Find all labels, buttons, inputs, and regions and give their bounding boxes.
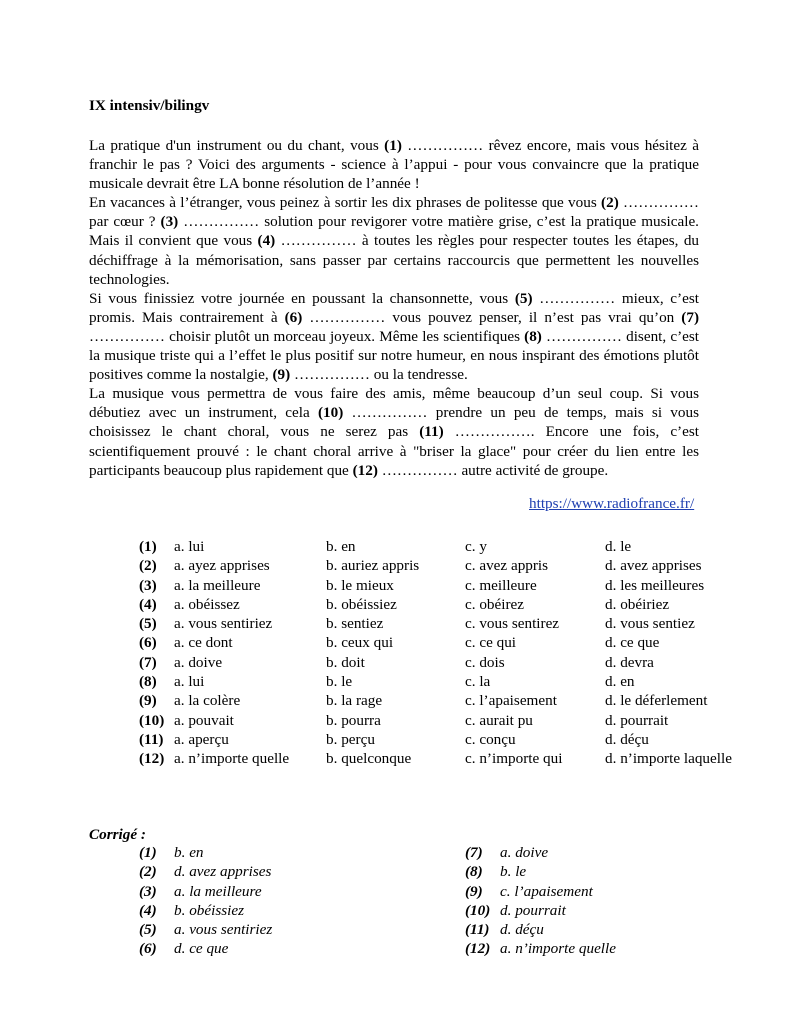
option-a: a. aperçu bbox=[174, 730, 229, 748]
option-b: b. le bbox=[326, 673, 353, 691]
blank-number: (3) bbox=[160, 213, 179, 231]
blank-number: (9) bbox=[272, 366, 291, 384]
option-a: a. pouvait bbox=[174, 711, 234, 729]
option-c: c. vous sentirez bbox=[465, 615, 560, 633]
question-number: (6) bbox=[139, 634, 157, 652]
option-d: d. déçu bbox=[605, 730, 649, 748]
text-run: …………… rêvez encore, mais vous hésitez à franchir le pas ? Voici des arguments - science à l’appui - pour vous convaincre que la pratique musicale devrait être LA bonne résolution de l’année ! bbox=[89, 137, 700, 193]
corrige-number: (6) bbox=[139, 940, 157, 958]
paragraph bbox=[89, 136, 699, 193]
text-run: …………… à toutes les règles pour respecter toutes les étapes, du déchiffrage à la mémorisation, sans passer par certains raccourcis que permettent les nouvelles technologies. bbox=[89, 232, 700, 288]
question-number: (5) bbox=[139, 615, 157, 633]
option-d: d. le déferlement bbox=[605, 692, 708, 710]
option-c: c. meilleure bbox=[465, 576, 537, 594]
text-run: Si vous finissiez votre journée en poussant la chansonnette, vous bbox=[89, 289, 515, 307]
paragraph bbox=[89, 193, 699, 288]
corrige-answer: a. doive bbox=[500, 844, 549, 861]
option-c: c. aurait pu bbox=[465, 711, 533, 729]
text-run: …………… prendre un peu de temps, mais si vous choisissez le chant choral, vous ne serez pas bbox=[89, 404, 699, 441]
question-number: (7) bbox=[139, 653, 157, 671]
document-title: IX intensiv/bilingv bbox=[89, 97, 210, 114]
corrige-title: Corrigé : bbox=[89, 826, 146, 843]
option-d: d. obéiriez bbox=[605, 595, 670, 613]
text-run: …………… solution pour revigorer votre matière grise, c’est la pratique musicale. Mais il convient que vous bbox=[89, 213, 699, 250]
option-b: b. doit bbox=[326, 653, 365, 671]
text-run: …………… mieux, c’est promis. Mais contrairement à bbox=[89, 289, 699, 326]
option-c: c. l’apaisement bbox=[465, 692, 557, 710]
option-b: b. en bbox=[326, 538, 356, 555]
option-d: d. vous sentiez bbox=[605, 615, 695, 633]
corrige-answer: a. la meilleure bbox=[174, 882, 262, 900]
corrige-number: (8) bbox=[465, 863, 483, 881]
text-run: En vacances à l’étranger, vous peinez à sortir les dix phrases de politesse que vous bbox=[89, 194, 602, 212]
source-link[interactable]: https://www.radiofrance.fr/ bbox=[529, 495, 695, 512]
paragraph bbox=[89, 384, 699, 479]
blank-number: (8) bbox=[524, 327, 542, 345]
option-a: a. lui bbox=[174, 673, 205, 691]
option-b: b. sentiez bbox=[326, 615, 384, 633]
question-number: (12) bbox=[139, 750, 165, 768]
option-d: d. n’importe laquelle bbox=[605, 750, 732, 768]
option-c: c. dois bbox=[465, 653, 505, 671]
text-run: …………… autre activité de groupe. bbox=[377, 461, 609, 479]
corrige-answer: d. déçu bbox=[500, 921, 544, 939]
question-number: (2) bbox=[139, 557, 157, 575]
corrige-answer: d. ce que bbox=[174, 940, 229, 958]
question-number: (3) bbox=[139, 576, 157, 594]
option-b: b. perçu bbox=[326, 730, 375, 748]
corrige-number: (3) bbox=[139, 882, 157, 900]
text-run: …………… par cœur ? bbox=[89, 194, 699, 231]
corrige-answer: a. n’importe quelle bbox=[500, 940, 616, 958]
option-c: c. obéirez bbox=[465, 595, 525, 613]
option-c: c. ce qui bbox=[465, 634, 517, 652]
blank-number: (4) bbox=[257, 232, 276, 250]
blank-number: (12) bbox=[352, 461, 378, 479]
corrige-number: (12) bbox=[465, 940, 491, 958]
corrige-answer: b. en bbox=[174, 844, 204, 861]
corrige-number: (2) bbox=[139, 863, 157, 881]
option-d: d. les meilleures bbox=[605, 576, 705, 594]
corrige-answer: c. l’apaisement bbox=[500, 882, 593, 900]
option-c: c. la bbox=[465, 673, 491, 691]
blank-number: (10) bbox=[317, 404, 344, 422]
corrige-number: (4) bbox=[139, 901, 157, 919]
question-number: (8) bbox=[139, 673, 157, 691]
corrige-answer: d. pourrait bbox=[500, 901, 566, 919]
corrige-answer: d. avez apprises bbox=[174, 863, 272, 881]
option-d: d. ce que bbox=[605, 634, 660, 652]
option-c: c. n’importe qui bbox=[465, 750, 563, 768]
question-number: (11) bbox=[139, 730, 164, 748]
option-c: c. avez appris bbox=[465, 557, 549, 575]
blank-number: (6) bbox=[284, 308, 303, 326]
option-b: b. le mieux bbox=[326, 576, 394, 594]
option-a: a. doive bbox=[174, 653, 223, 671]
option-a: a. n’importe quelle bbox=[174, 750, 290, 768]
option-b: b. pourra bbox=[326, 711, 381, 729]
option-b: b. ceux qui bbox=[326, 634, 394, 652]
corrige-number: (5) bbox=[139, 921, 157, 939]
question-number: (1) bbox=[139, 538, 157, 555]
corrige-answer: a. vous sentiriez bbox=[174, 921, 273, 939]
corrige-number: (1) bbox=[139, 844, 157, 861]
option-b: b. obéissiez bbox=[326, 595, 397, 613]
text-run: La pratique d'un instrument ou du chant, vous bbox=[89, 137, 385, 154]
option-a: a. vous sentiriez bbox=[174, 615, 273, 633]
option-a: a. la colère bbox=[174, 692, 241, 710]
exercise-text bbox=[89, 136, 699, 480]
blank-number: (1) bbox=[384, 137, 402, 154]
text-run: …………… vous pouvez penser, il n’est pas vrai qu’on bbox=[302, 308, 682, 326]
corrige-number: (9) bbox=[465, 882, 483, 900]
option-a: a. lui bbox=[174, 538, 205, 555]
paragraph bbox=[89, 289, 699, 384]
option-c: c. conçu bbox=[465, 730, 516, 748]
text-run: ……………. Encore une fois, c’est scientifiquement prouvé : le chant choral arrive à "briser la glace" pour créer du lien entre les participants beaucoup plus rapidement que bbox=[89, 423, 699, 479]
text-run: …………… ou la tendresse. bbox=[290, 366, 468, 384]
option-b: b. auriez appris bbox=[326, 557, 420, 575]
option-d: d. en bbox=[605, 673, 635, 691]
blank-number: (7) bbox=[681, 308, 700, 326]
text-run: La musique vous permettra de vous faire des amis, même beaucoup d’un seul coup. Si vous débutiez avec un instrument, cela bbox=[89, 385, 699, 422]
option-d: d. le bbox=[605, 538, 632, 555]
corrige-answer: b. obéissiez bbox=[174, 901, 245, 919]
text-run: …………… disent, c’est la musique triste qui a l’effet le plus positif sur notre humeur, en nous inspirant des émotions plutôt positives comme la nostalgie, bbox=[89, 327, 700, 384]
corrige-number: (10) bbox=[465, 901, 491, 919]
question-number: (9) bbox=[139, 692, 157, 710]
option-a: a. la meilleure bbox=[174, 576, 261, 594]
option-d: d. pourrait bbox=[605, 711, 669, 729]
option-a: a. ce dont bbox=[174, 634, 233, 652]
blank-number: (11) bbox=[419, 423, 444, 441]
option-a: a. obéissez bbox=[174, 595, 240, 613]
corrige-answer: b. le bbox=[500, 863, 527, 881]
option-b: b. la rage bbox=[326, 692, 383, 710]
question-number: (4) bbox=[139, 595, 157, 613]
option-a: a. ayez apprises bbox=[174, 557, 270, 575]
option-c: c. y bbox=[465, 538, 487, 555]
blank-number: (5) bbox=[514, 289, 533, 307]
option-d: d. avez apprises bbox=[605, 557, 702, 575]
corrige-number: (11) bbox=[465, 921, 490, 939]
corrige-number: (7) bbox=[465, 844, 483, 861]
question-number: (10) bbox=[139, 711, 165, 729]
option-b: b. quelconque bbox=[326, 750, 412, 768]
text-run: …………… choisir plutôt un morceau joyeux. Même les scientifiques bbox=[89, 327, 525, 345]
blank-number: (2) bbox=[601, 194, 619, 212]
option-d: d. devra bbox=[605, 653, 654, 671]
